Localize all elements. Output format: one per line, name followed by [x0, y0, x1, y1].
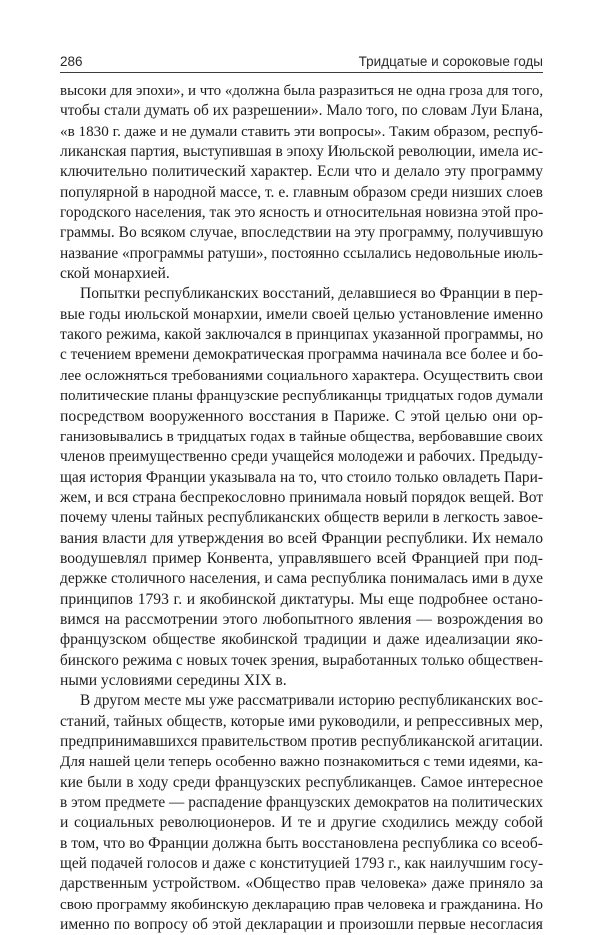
- text-line: политические планы французские республиканцы тридцатых годов думали: [60, 388, 544, 405]
- text-line: городского населения, так это ясность и относительная новизна этой про-: [60, 204, 544, 222]
- text-line: почему члены тайных республиканских обществ верили в легкость завое-: [60, 509, 543, 527]
- text-line: и социальных революционеров. И те и другие сходились между собой: [60, 814, 543, 832]
- text-line: ными условиями середины XIX в.: [60, 671, 287, 689]
- text-line: в том, что во Франции должна быть восстановлена республика со всеоб-: [60, 834, 543, 852]
- text-line: граммы. Во всяком случае, впоследствии на эту программу, получившую: [60, 224, 544, 242]
- text-line: ской монархией.: [60, 265, 170, 283]
- text-line: такого режима, какой заключался в принципах указанной программы, но: [60, 326, 544, 344]
- header-rule: [60, 72, 543, 73]
- text-line: посредством вооруженного восстания в Париже. С этой целью они ор-: [60, 407, 543, 425]
- text-line: Для нашей цели теперь особенно важно познакомиться с теми идеями, ка-: [60, 753, 543, 771]
- paragraph-3: [60, 691, 543, 935]
- text-line: щей подачей голосов и даже с конституцией 1793 г., как наилучшим госу-: [60, 855, 544, 873]
- page-number: 286: [60, 53, 83, 69]
- text-line: название «программы ратуши», постоянно ссылались недовольные июль-: [60, 244, 543, 262]
- text-line: с течением времени демократическая программа начинала все более и бо-: [60, 346, 544, 364]
- text-line: жем, и вся страна беспрекословно принимала новый порядок вещей. Вот: [60, 488, 544, 506]
- text-line: станий, тайных обществ, которые ими руководили, и репрессивных мер,: [60, 712, 543, 730]
- paragraph-2: [60, 284, 543, 691]
- chapter-title: Тридцатые и сороковые годы: [358, 53, 543, 69]
- text-line: французском обществе якобинской традиции и даже идеализации яко-: [60, 631, 543, 649]
- text-line: вимся на рассмотрении этого любопытного явления — возрождения во: [60, 610, 543, 628]
- text-line: предпринимавшихся правительством против республиканской агитации.: [60, 733, 544, 750]
- text-line: популярной в народной массе, т. е. главным образом среди низших слоев: [60, 183, 543, 201]
- text-line: Попытки республиканских восстаний, делавшиеся во Франции в пер-: [80, 285, 543, 303]
- text-line: чтобы стали думать об их разрешении». Мало того, по словам Луи Блана,: [60, 102, 543, 120]
- text-line: высоки для эпохи», и что «должна была разразиться не одна гроза для того,: [60, 83, 544, 99]
- paragraph-1: [60, 81, 543, 284]
- text-line: именно по вопросу об этой декларации и произошли первые несогласия: [60, 916, 543, 934]
- text-line: «в 1830 г. даже и не думали ставить эти вопросы». Таким образом, респуб-: [60, 123, 543, 140]
- text-line: кие были в ходу среди французских республиканцев. Самое интересное: [60, 773, 543, 791]
- text-line: щая история Франции указывала на то, что стоило только овладеть Пари-: [60, 468, 543, 486]
- text-line: дарственным устройством. «Общество прав человека» даже приняло за: [60, 875, 543, 893]
- text-line: вания власти для утверждения во всей Франции республики. Их немало: [60, 529, 543, 547]
- text-line: свою программу якобинскую декларацию прав человека и гражданина. Но: [60, 895, 543, 913]
- text-line: лее осложняться требованиями социального характера. Осуществить свои: [60, 366, 543, 384]
- text-line: принципов 1793 г. и якобинской диктатуры. Мы еще подробнее остано-: [60, 590, 543, 608]
- text-line: ликанская партия, выступившая в эпоху Июльской революции, имела ис-: [60, 143, 544, 161]
- running-head: [60, 50, 543, 72]
- text-line: ганизовывались в тридцатых годах в тайные общества, вербовавшие своих: [60, 428, 543, 445]
- body-text: [60, 81, 543, 935]
- text-line: ключительно политический характер. Если что и делало эту программу: [60, 163, 543, 181]
- text-line: в этом предмете — распадение французских демократов на политических: [60, 794, 543, 812]
- text-line: бинского режима с новых точек зрения, выработанных только обществен-: [60, 651, 544, 669]
- text-line: воодушевлял пример Конвента, управлявшего всей Францией при под-: [60, 549, 543, 567]
- text-line: держке столичного населения, и сама республика понималась ими в духе: [60, 570, 543, 588]
- text-line: членов преимущественно среди учащейся молодежи и рабочих. Предыду-: [60, 448, 543, 466]
- text-line: В другом месте мы уже рассматривали историю республиканских вос-: [80, 692, 543, 710]
- text-line: вые годы июльской монархии, имели своей целью установление именно: [60, 305, 543, 323]
